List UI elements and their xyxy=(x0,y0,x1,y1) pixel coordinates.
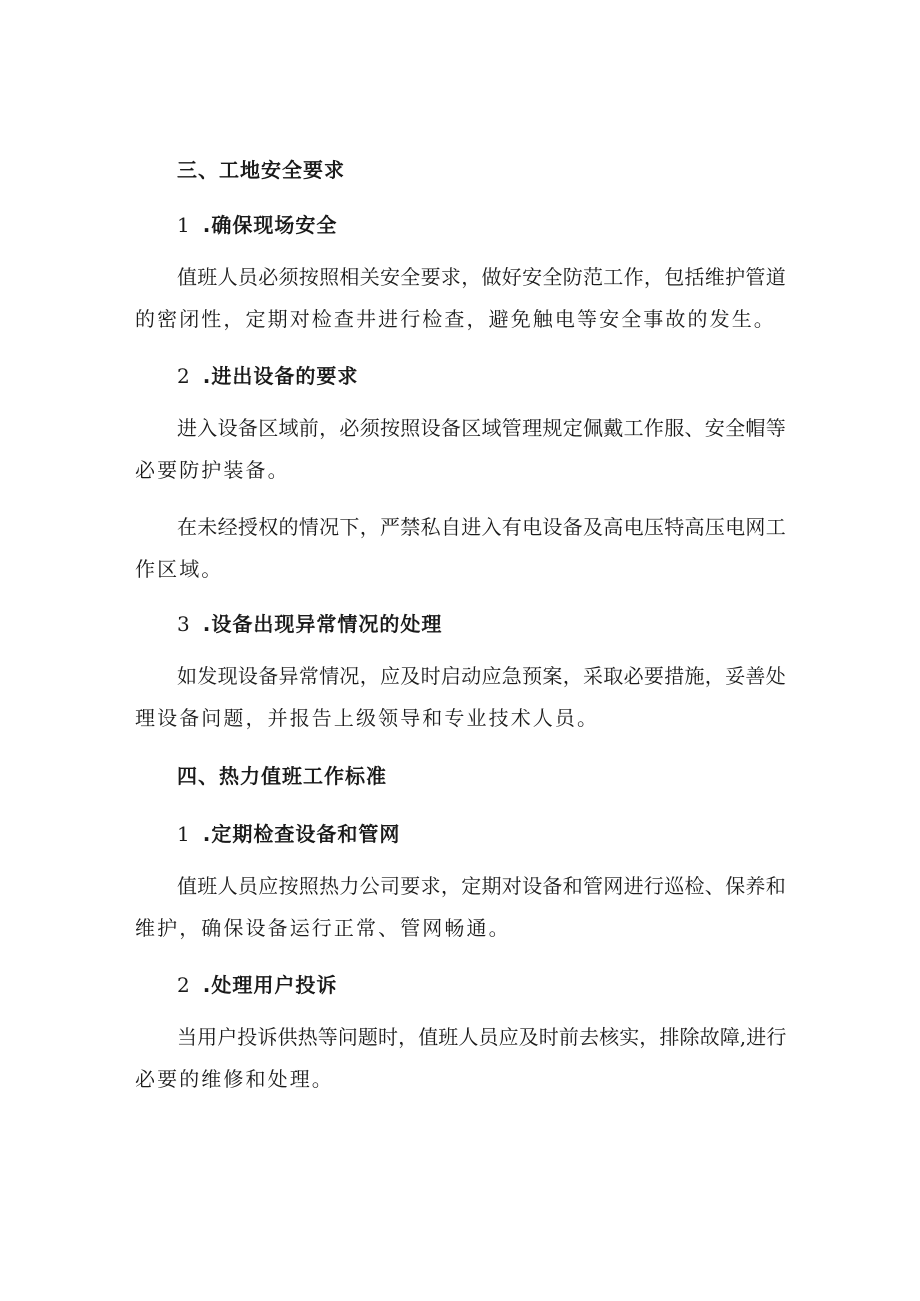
paragraph-line: 在未经授权的情况下，严禁私自进入有电设备及高电压特高压电网工 xyxy=(177,515,786,539)
paragraph-line: 理设备问题，并报告上级领导和专业技术人员。 xyxy=(135,706,600,730)
subsection-number: 1 xyxy=(177,822,191,846)
subsection-number: 3 xyxy=(177,612,191,636)
paragraph-line: 如发现设备异常情况，应及时启动应急预案，采取必要措施，妥善处 xyxy=(177,664,786,688)
section-heading: 三、工地安全要求 xyxy=(177,158,345,182)
paragraph-line: 值班人员应按照热力公司要求，定期对设备和管网进行巡检、保养和 xyxy=(177,874,786,898)
subsection-heading xyxy=(177,973,337,997)
paragraph-line: 作区域。 xyxy=(135,557,224,581)
section-heading: 四、热力值班工作标准 xyxy=(177,764,387,788)
paragraph-line: 必要防护装备。 xyxy=(135,458,290,482)
subsection-number: 2 xyxy=(177,973,191,997)
paragraph-line: 当用户投诉供热等问题时，值班人员应及时前去核实，排除故障,进行 xyxy=(177,1025,787,1049)
paragraph-line: 值班人员必须按照相关安全要求，做好安全防范工作，包括维护管道 xyxy=(177,265,786,289)
subsection-number: 2 xyxy=(177,364,191,388)
subsection-heading xyxy=(177,364,358,388)
subsection-title: .定期检查设备和管网 xyxy=(202,822,401,846)
subsection-title: .处理用户投诉 xyxy=(202,973,338,997)
subsection-heading xyxy=(177,822,400,846)
subsection-title: .设备出现异常情况的处理 xyxy=(202,612,443,636)
subsection-heading xyxy=(177,612,442,636)
paragraph-line: 进入设备区域前，必须按照设备区域管理规定佩戴工作服、安全帽等 xyxy=(177,416,786,440)
subsection-title: .进出设备的要求 xyxy=(202,364,359,388)
subsection-heading xyxy=(177,213,337,237)
paragraph-line: 维护，确保设备运行正常、管网畅通。 xyxy=(135,916,511,940)
paragraph-line: 的密闭性，定期对检查井进行检查，避免触电等安全事故的发生。 xyxy=(135,307,776,331)
subsection-number: 1 xyxy=(177,213,191,237)
paragraph-line: 必要的维修和处理。 xyxy=(135,1067,334,1091)
subsection-title: .确保现场安全 xyxy=(202,213,338,237)
